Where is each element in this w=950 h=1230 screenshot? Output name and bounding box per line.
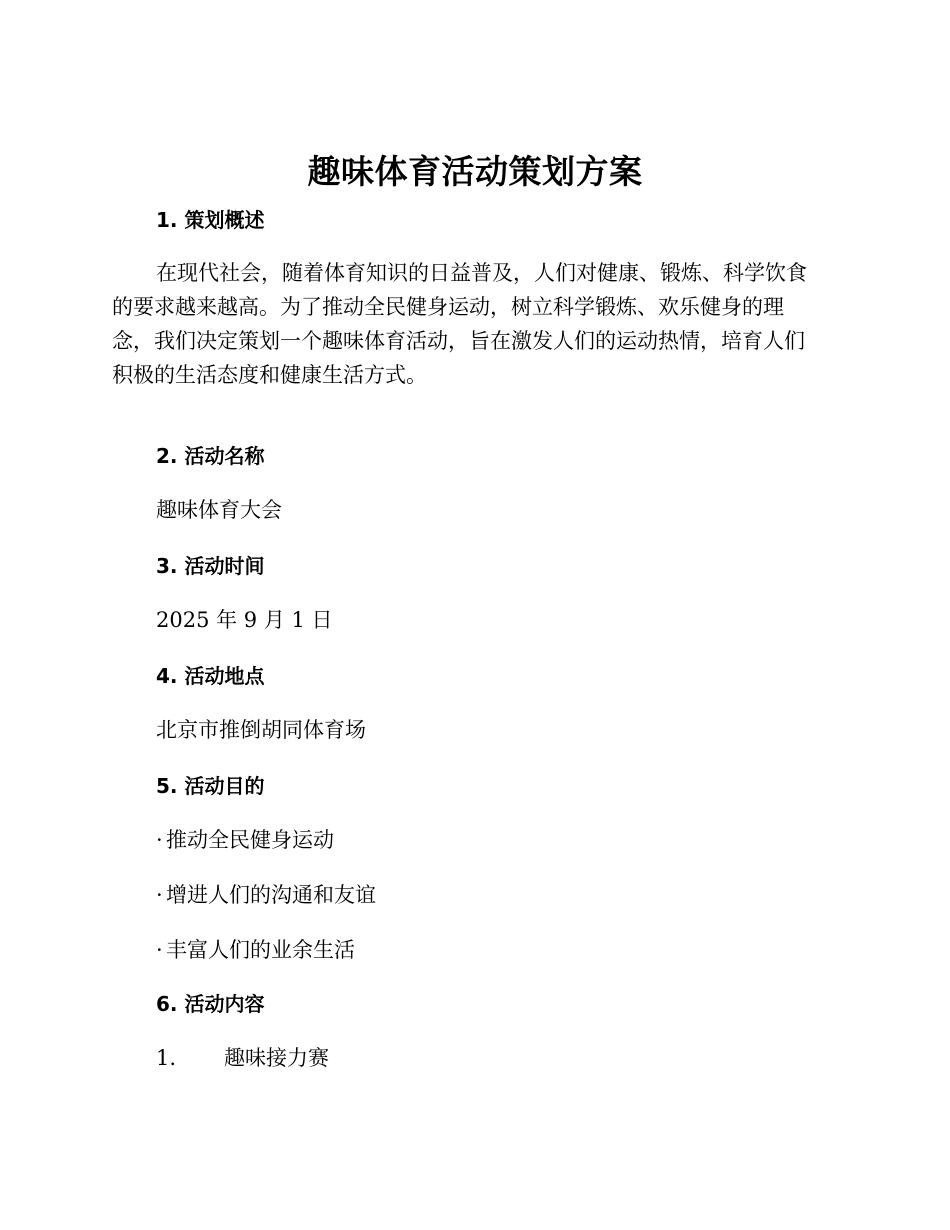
bullet-icon: · [156,938,163,962]
list-item [156,1043,329,1073]
list-item [156,880,376,910]
section-heading-content: 6. 活动内容 [156,992,265,1016]
activity-location: 北京市推倒胡同体育场 [156,718,366,742]
section-heading-purpose: 5. 活动目的 [156,774,265,798]
overview-line: 在现代社会，随着体育知识的日益普及，人们对健康、锻炼、科学饮食 [156,261,807,285]
activity-time: 2025 年 9 月 1 日 [156,608,333,632]
list-item [156,825,334,855]
section-heading-overview: 1. 策划概述 [156,208,265,232]
section-heading-name: 2. 活动名称 [156,444,265,468]
document-title: 趣味体育活动策划方案 [307,152,643,191]
content-item: 趣味接力赛 [224,1046,329,1070]
purpose-item: 推动全民健身运动 [166,828,334,852]
bullet-icon: · [156,828,163,852]
list-number: 1. [156,1046,177,1070]
activity-name: 趣味体育大会 [156,498,282,522]
overview-line: 积极的生活态度和健康生活方式。 [112,363,427,387]
overview-line: 的要求越来越高。为了推动全民健身运动，树立科学锻炼、欢乐健身的理 [112,295,784,319]
overview-line: 念，我们决定策划一个趣味体育活动，旨在激发人们的运动热情，培育人们 [112,329,805,353]
section-heading-time: 3. 活动时间 [156,554,265,578]
purpose-item: 丰富人们的业余生活 [166,938,355,962]
purpose-item: 增进人们的沟通和友谊 [166,883,376,907]
list-item [156,935,355,965]
overview-paragraph [112,256,837,392]
bullet-icon: · [156,883,163,907]
section-heading-location: 4. 活动地点 [156,664,265,688]
